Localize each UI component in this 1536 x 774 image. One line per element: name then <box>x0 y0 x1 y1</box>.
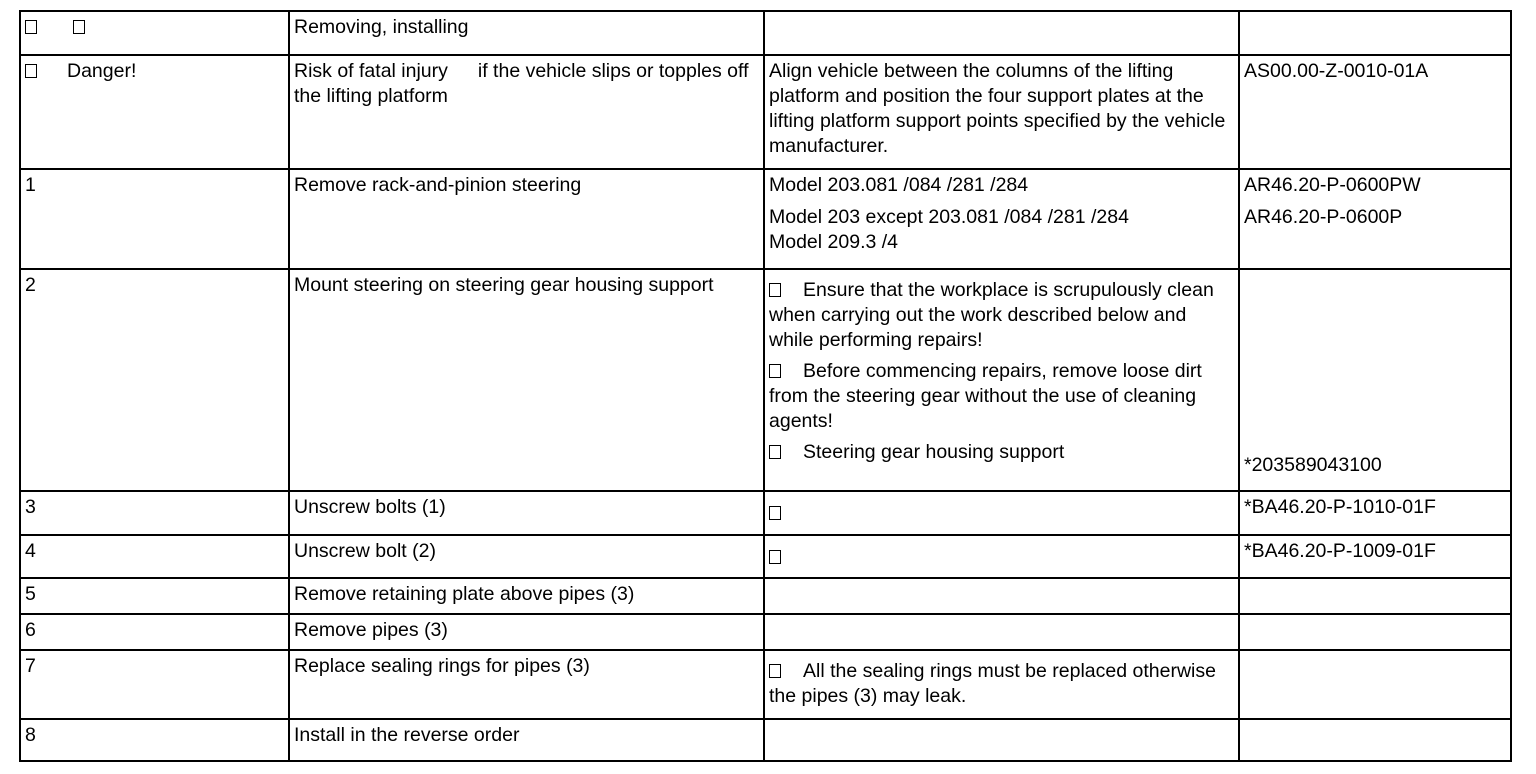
step-action: Replace sealing rings for pipes (3) <box>289 650 764 719</box>
step-row <box>20 169 1511 269</box>
header-title: Removing, installing <box>289 11 764 55</box>
step-number: 6 <box>20 614 289 650</box>
step-row <box>20 719 1511 761</box>
model-note: Model 203.081 /084 /281 /284 <box>769 174 1029 196</box>
step-number: 3 <box>20 491 289 535</box>
step-row <box>20 491 1511 535</box>
step-action: Install in the reverse order <box>289 719 764 761</box>
step-row <box>20 614 1511 650</box>
danger-label: Danger! <box>67 60 137 82</box>
step-action: Remove pipes (3) <box>289 614 764 650</box>
step-ref-link[interactable]: AR46.20-P-0600PW <box>1244 174 1421 196</box>
danger-risk-continuation: if the vehicle slips or topples off the lifting platform <box>294 60 749 107</box>
model-note: Model 209.3 /4 <box>769 231 899 253</box>
step-notes-cell <box>764 169 1239 269</box>
figure-icon[interactable] <box>769 506 781 520</box>
danger-risk: Risk of fatal injury <box>294 60 448 82</box>
step-notes-cell <box>764 491 1239 535</box>
header-empty-cell <box>1239 11 1511 55</box>
note-icon <box>769 283 781 297</box>
danger-ref-link[interactable]: AS00.00-Z-0010-01A <box>1239 55 1511 169</box>
step-action: Mount steering on steering gear housing support <box>289 269 764 491</box>
step-action: Remove retaining plate above pipes (3) <box>289 578 764 614</box>
step-action: Unscrew bolts (1) <box>289 491 764 535</box>
step-ref-link[interactable]: *BA46.20-P-1010-01F <box>1239 491 1511 535</box>
step-number: 1 <box>20 169 289 269</box>
step-number: 2 <box>20 269 289 491</box>
header-empty-cell <box>764 11 1239 55</box>
info-icon <box>25 20 37 34</box>
note-icon <box>769 664 781 678</box>
step-notes-cell <box>764 650 1239 719</box>
note-paragraph: Ensure that the workplace is scrupulously clean when carrying out the work described below and while performing repairs! <box>769 279 1214 351</box>
step-ref-link[interactable]: AR46.20-P-0600P <box>1244 206 1403 228</box>
step-number: 5 <box>20 578 289 614</box>
step-refs-cell <box>1239 269 1511 491</box>
step-notes-cell <box>764 719 1239 761</box>
tool-name: Steering gear housing support <box>803 441 1065 463</box>
step-row <box>20 269 1511 491</box>
step-number: 7 <box>20 650 289 719</box>
note-icon <box>769 364 781 378</box>
note-text: All the sealing rings must be replaced otherwise the pipes (3) may leak. <box>769 660 1216 707</box>
note-paragraph <box>769 440 1234 465</box>
step-refs-cell <box>1239 614 1511 650</box>
step-notes-cell <box>764 269 1239 491</box>
step-row <box>20 535 1511 578</box>
step-number: 4 <box>20 535 289 578</box>
danger-label-cell <box>20 55 289 169</box>
step-notes-cell <box>764 614 1239 650</box>
step-notes-cell <box>764 578 1239 614</box>
step-refs-cell <box>1239 578 1511 614</box>
tool-number-link[interactable]: *203589043100 <box>1244 454 1382 476</box>
figure-icon[interactable] <box>769 550 781 564</box>
step-refs-cell <box>1239 650 1511 719</box>
danger-row <box>20 55 1511 169</box>
step-refs-cell <box>1239 719 1511 761</box>
step-refs-cell <box>1239 169 1511 269</box>
header-row <box>20 11 1511 55</box>
step-row <box>20 578 1511 614</box>
step-action: Unscrew bolt (2) <box>289 535 764 578</box>
procedure-table <box>19 10 1512 762</box>
tool-icon <box>769 445 781 459</box>
note-paragraph: Before commencing repairs, remove loose dirt from the steering gear without the use of cleaning agents! <box>769 360 1202 432</box>
danger-instruction: Align vehicle between the columns of the lifting platform and position the four support plates at the lifting platform support points specified by the vehicle manufacturer. <box>764 55 1239 169</box>
warning-icon <box>25 64 37 78</box>
step-row <box>20 650 1511 719</box>
step-ref-link[interactable]: *BA46.20-P-1009-01F <box>1239 535 1511 578</box>
header-icons-cell <box>20 11 289 55</box>
model-note: Model 203 except 203.081 /084 /281 /284 <box>769 206 1129 228</box>
step-action: Remove rack-and-pinion steering <box>289 169 764 269</box>
procedure-icon <box>73 20 85 34</box>
danger-risk-cell <box>289 55 764 169</box>
step-number: 8 <box>20 719 289 761</box>
step-notes-cell <box>764 535 1239 578</box>
